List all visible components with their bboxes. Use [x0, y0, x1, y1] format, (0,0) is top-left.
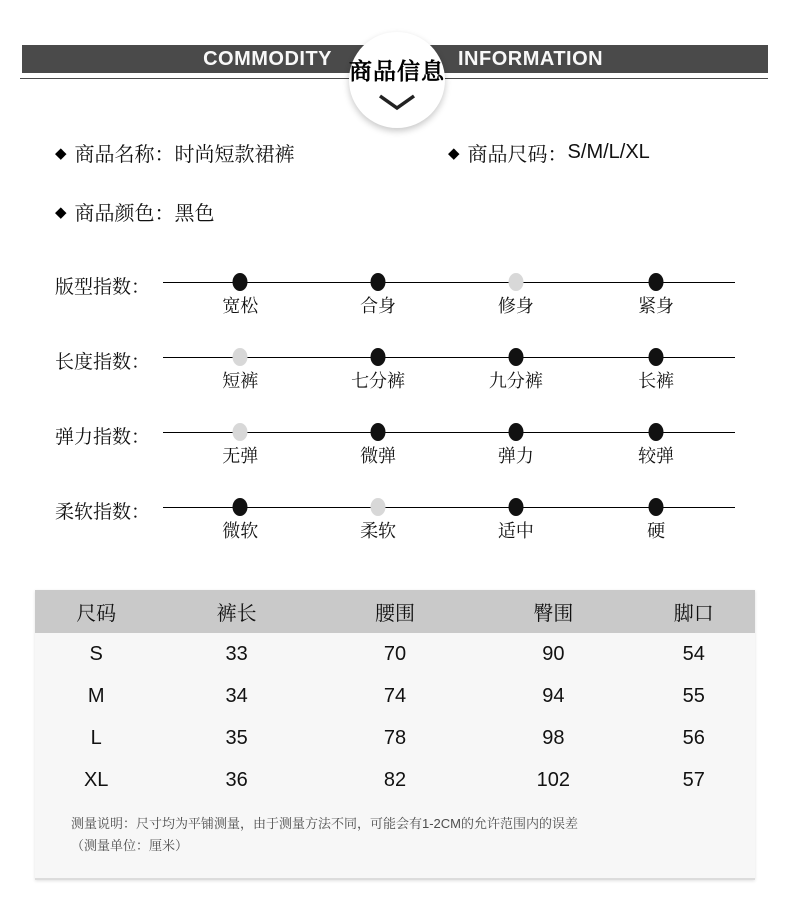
size-table-cell: 94 — [542, 684, 565, 707]
index-option-label: 合身 — [360, 296, 397, 316]
index-dot — [371, 273, 386, 291]
size-table-cell: 34 — [225, 684, 248, 707]
index-row — [0, 259, 790, 334]
index-option-label: 无弹 — [222, 446, 259, 466]
size-table-cell: 78 — [383, 726, 407, 749]
index-option-label: 九分裤 — [488, 371, 543, 391]
index-option-label: 微软 — [222, 521, 259, 541]
index-dot — [649, 498, 664, 516]
product-name-value: 时尚短款裙裤 — [174, 144, 295, 166]
size-table-cell: 36 — [225, 768, 248, 791]
product-name-label: 商品名称： — [74, 144, 175, 166]
index-dot — [508, 423, 523, 441]
index-dot — [508, 348, 523, 366]
index-track — [163, 409, 735, 484]
size-table-cell: 82 — [383, 768, 407, 791]
index-option-label: 短裤 — [222, 371, 259, 391]
size-table-cell: M — [87, 684, 105, 707]
size-table — [35, 590, 755, 801]
index-row-label: 柔软指数： — [55, 502, 151, 523]
index-dot-selected — [371, 498, 386, 516]
index-dot — [371, 348, 386, 366]
index-row-label: 弹力指数： — [55, 427, 151, 448]
product-size-label: 商品尺码： — [467, 144, 568, 166]
measurement-note-line2: （测量单位：厘米） — [71, 838, 189, 854]
index-row-label: 长度指数： — [55, 352, 151, 373]
index-option-label: 长裤 — [638, 371, 675, 391]
index-option-label: 紧身 — [638, 296, 675, 316]
size-table-row — [35, 633, 755, 675]
size-table-cell: 98 — [542, 726, 565, 749]
product-size-field — [448, 138, 650, 167]
index-dot-selected — [233, 423, 248, 441]
size-table-row — [35, 675, 755, 717]
index-dot — [371, 423, 386, 441]
index-dot-selected — [233, 348, 248, 366]
attributes-row-1 — [55, 138, 790, 167]
index-section — [0, 259, 790, 559]
index-row-label: 版型指数： — [55, 277, 151, 298]
index-dot — [233, 498, 248, 516]
size-table-cell: 90 — [542, 642, 565, 665]
size-table-row — [35, 759, 755, 801]
size-table-cell: L — [90, 726, 102, 749]
section-badge-circle — [349, 32, 445, 128]
measurement-note — [35, 801, 755, 857]
index-option-label: 修身 — [497, 296, 534, 316]
size-table-header-cell: 脚口 — [633, 590, 755, 633]
index-dot — [233, 273, 248, 291]
product-color-value: 黑色 — [174, 203, 215, 225]
badge-title: 商品信息 — [349, 58, 445, 84]
index-row — [0, 334, 790, 409]
index-option-label: 弹力 — [497, 446, 534, 466]
product-size-value: S/M/L/XL — [567, 141, 650, 163]
size-table-cell: 55 — [682, 684, 705, 707]
size-table-cell: 57 — [682, 768, 705, 791]
measurement-note-line1: 测量说明：尺寸均为平铺测量，由于测量方法不同，可能会有1-2CM的允许范围内的误差 — [71, 816, 579, 831]
index-dot — [649, 423, 664, 441]
index-dot — [508, 498, 523, 516]
size-table-header-cell: 腰围 — [316, 590, 474, 633]
index-dot — [649, 273, 664, 291]
size-table-row — [35, 717, 755, 759]
size-table-cell: 74 — [383, 684, 407, 707]
product-color-label: 商品颜色： — [74, 203, 175, 225]
attributes-row-2 — [55, 197, 790, 226]
section-header — [0, 0, 790, 132]
size-table-header-cell: 裤长 — [157, 590, 315, 633]
size-table-header-cell: 臀围 — [474, 590, 632, 633]
index-option-label: 较弹 — [638, 446, 675, 466]
index-track — [163, 334, 735, 409]
product-attributes — [0, 132, 790, 226]
size-table-header-row — [35, 590, 755, 633]
index-option-label: 宽松 — [222, 296, 259, 316]
size-table-cell: 70 — [383, 642, 407, 665]
information-label: INFORMATION — [458, 48, 604, 70]
size-table-cell: XL — [83, 768, 109, 791]
index-dot-selected — [508, 273, 523, 291]
index-row — [0, 484, 790, 559]
index-track — [163, 259, 735, 334]
index-option-label: 硬 — [647, 521, 666, 541]
diamond-icon: ◆ — [55, 144, 67, 162]
index-option-label: 适中 — [497, 521, 534, 541]
size-table-cell: 54 — [682, 642, 705, 665]
size-table-cell: 33 — [225, 642, 248, 665]
index-option-label: 七分裤 — [351, 371, 406, 391]
index-option-label: 微弹 — [360, 446, 397, 466]
size-table-section — [35, 590, 755, 880]
index-dot — [649, 348, 664, 366]
index-row — [0, 409, 790, 484]
size-table-header-cell: 尺码 — [35, 590, 157, 633]
size-table-cell: 56 — [682, 726, 705, 749]
size-table-cell: 35 — [225, 726, 248, 749]
index-option-label: 柔软 — [360, 521, 397, 541]
commodity-label: COMMODITY — [203, 48, 332, 70]
diamond-icon: ◆ — [448, 144, 460, 162]
product-name-field — [55, 138, 448, 167]
product-color-field — [55, 197, 215, 226]
index-track — [163, 484, 735, 559]
diamond-icon: ◆ — [55, 203, 67, 221]
chevron-down-icon — [377, 93, 417, 111]
size-table-cell: S — [89, 642, 103, 665]
size-table-body — [35, 633, 755, 801]
size-table-cell: 102 — [536, 768, 571, 791]
